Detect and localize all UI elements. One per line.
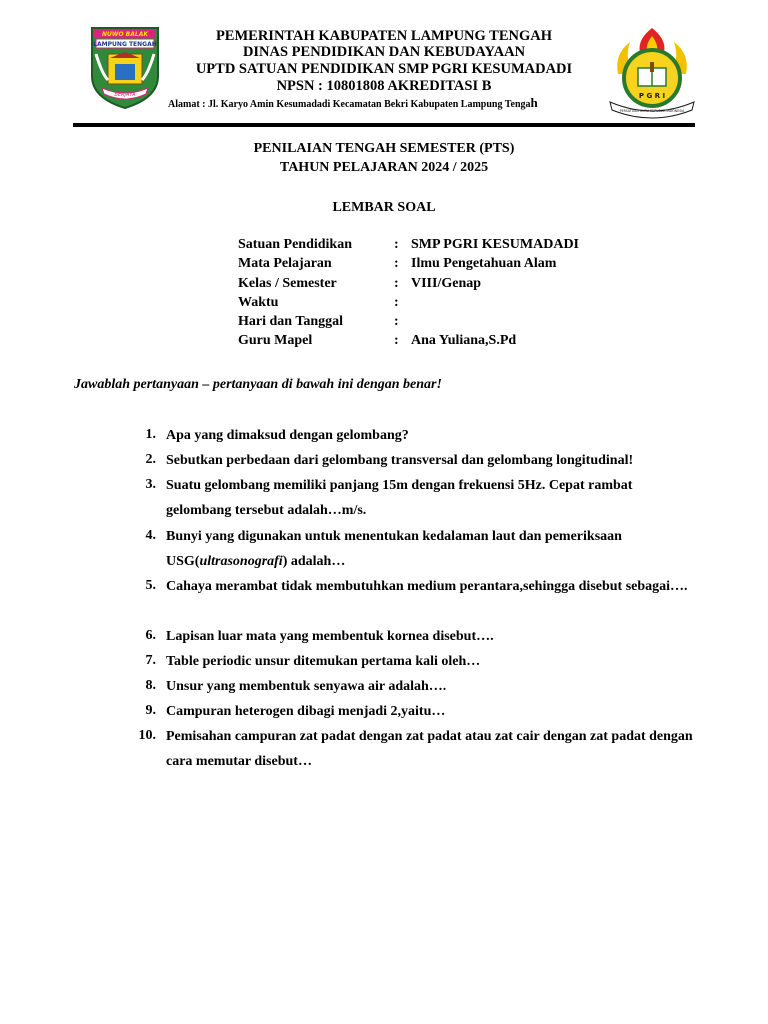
info-colon: : xyxy=(394,256,399,271)
question-number: 9. xyxy=(145,703,156,718)
header-line-department: DINAS PENDIDIKAN DAN KEBUDAYAAN xyxy=(242,44,526,60)
question-text-end: ) adalah… xyxy=(282,554,346,569)
info-colon: : xyxy=(394,276,399,291)
info-label: Hari dan Tanggal xyxy=(238,314,344,329)
question-number: 6. xyxy=(145,628,156,643)
header-address xyxy=(168,95,538,111)
question-text: Cahaya merambat tidak membutuhkan medium perantara,sehingga disebut sebagai…. xyxy=(166,579,688,594)
info-label: Mata Pelajaran xyxy=(238,256,332,271)
pgri-logo xyxy=(606,24,698,120)
question-text: Table periodic unsur ditemukan pertama kali oleh… xyxy=(166,654,481,669)
question-number: 7. xyxy=(145,653,156,668)
pgri-ribbon-text: PERSATUAN GURU REPUBLIK INDONESIA xyxy=(619,109,685,113)
question-text: Pemisahan campuran zat padat dengan zat padat atau zat cair dengan zat padat dengan cara memutar disebut… xyxy=(166,729,693,769)
info-value: VIII/Genap xyxy=(411,276,482,291)
instruction-text: Jawablah pertanyaan – pertanyaan di bawah ini dengan benar! xyxy=(74,377,442,392)
header-divider xyxy=(73,123,695,127)
info-colon: : xyxy=(394,295,399,310)
header-address-main: Alamat : Jl. Karyo Amin Kesumadadi Kecamatan Bekri Kabupaten Lampung Tenga xyxy=(168,99,531,110)
question-number: 8. xyxy=(145,678,156,693)
emblem-top-text: NUWO BALAK xyxy=(101,31,149,38)
question-number: 5. xyxy=(145,578,156,593)
question-text-term: ultrasonografi xyxy=(199,554,283,569)
emblem-bottom-text: BERJAYA xyxy=(114,92,136,98)
question-text: Unsur yang membentuk senyawa air adalah…. xyxy=(166,679,447,694)
header-line-government: PEMERINTAH KABUPATEN LAMPUNG TENGAH xyxy=(215,28,553,44)
pgri-logo-text: P G R I xyxy=(638,92,666,100)
question-text-start: Bunyi yang digunakan untuk menentukan kedalaman laut dan pemeriksaan USG( xyxy=(166,529,622,569)
info-value: SMP PGRI KESUMADADI xyxy=(411,237,580,252)
emblem-banner-text: LAMPUNG TENGAH xyxy=(93,41,157,48)
question-text: Campuran heterogen dibagi menjadi 2,yaitu… xyxy=(166,704,446,719)
info-value: Ilmu Pengetahuan Alam xyxy=(411,256,557,271)
info-colon: : xyxy=(394,314,399,329)
header-line-school: UPTD SATUAN PENDIDIKAN SMP PGRI KESUMADADI xyxy=(195,61,573,77)
academic-year: TAHUN PELAJARAN 2024 / 2025 xyxy=(279,160,489,175)
question-number: 10. xyxy=(138,728,156,743)
question-number: 3. xyxy=(145,477,156,492)
info-label: Waktu xyxy=(238,295,279,310)
question-text: Apa yang dimaksud dengan gelombang? xyxy=(166,428,409,443)
header-line-npsn: NPSN : 10801808 AKREDITASI B xyxy=(276,78,492,94)
info-colon: : xyxy=(394,237,399,252)
info-value: Ana Yuliana,S.Pd xyxy=(411,333,517,348)
question-text xyxy=(166,524,696,574)
header-address-tail: h xyxy=(530,95,538,110)
question-number: 4. xyxy=(145,528,156,543)
info-colon: : xyxy=(394,333,399,348)
info-label: Satuan Pendidikan xyxy=(238,237,352,252)
question-text: Suatu gelombang memiliki panjang 15m dengan frekuensi 5Hz. Cepat rambat gelombang tersebut adalah…m/s. xyxy=(166,478,633,518)
question-text: Sebutkan perbedaan dari gelombang transversal dan gelombang longitudinal! xyxy=(166,453,634,468)
question-number: 1. xyxy=(145,427,156,442)
info-label: Kelas / Semester xyxy=(238,276,337,291)
info-label: Guru Mapel xyxy=(238,333,313,348)
question-number: 2. xyxy=(145,452,156,467)
sheet-title: LEMBAR SOAL xyxy=(332,200,436,215)
question-text: Lapisan luar mata yang membentuk kornea disebut…. xyxy=(166,629,494,644)
exam-title: PENILAIAN TENGAH SEMESTER (PTS) xyxy=(253,141,515,156)
